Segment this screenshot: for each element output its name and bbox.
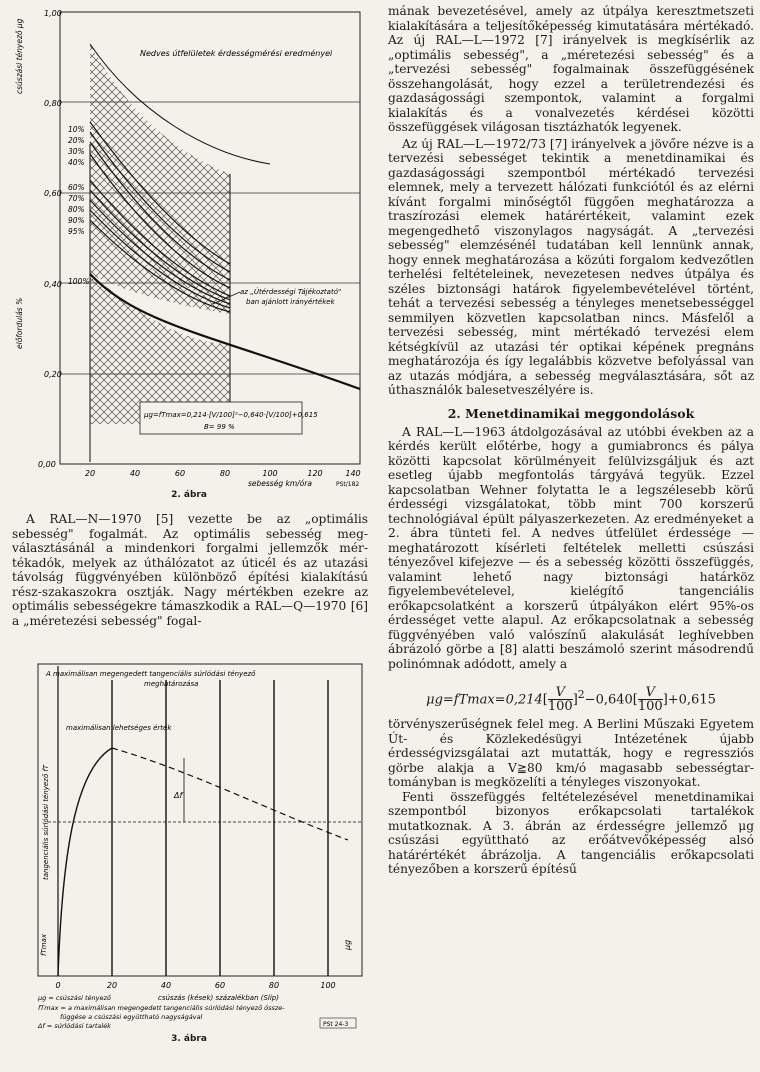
- svg-text:70%: 70%: [68, 194, 85, 203]
- svg-text:μg = csúszási tényező: μg = csúszási tényező: [38, 994, 111, 1002]
- fig3-title-2: meghatározása: [144, 680, 199, 688]
- friction-curve: [58, 748, 112, 976]
- inset-title: Nedves útfelületek érdességmérési eredményei: [140, 49, 333, 58]
- figure-2: [8, 4, 370, 488]
- svg-text:95%: 95%: [68, 227, 85, 236]
- figure-3-plot: [8, 660, 370, 1030]
- x-tick-label: 60: [174, 469, 186, 478]
- annotation-line1: az „Útérdességi Tájékoztató" ban ajánlott irányértékek: [240, 288, 342, 306]
- svg-text:60%: 60%: [68, 183, 85, 192]
- y-ticks: [38, 9, 62, 469]
- svg-text:Δf = súrlódási tartalék: Δf = súrlódási tartalék: [38, 1022, 111, 1030]
- y-tick-label: 0,20: [44, 370, 62, 379]
- svg-text:100%: 100%: [68, 277, 90, 286]
- figure-3-caption: 3. ábra: [171, 1034, 207, 1044]
- percent-labels: [68, 125, 89, 286]
- svg-text:90%: 90%: [68, 216, 85, 225]
- svg-text:10%: 10%: [68, 125, 85, 134]
- plot-frame: [38, 664, 362, 976]
- y-axis-label-bottom: előfordulás %: [15, 297, 24, 349]
- left-paragraph: A RAL—N—1970 [5] vezette be az „optimális sebesség" fogalmát. Az optimális sebesség megválasztásánál a mindenkori forgalmi jellemzők mértékadók, melyek az úthálózatot az úticél és az utazási távolság függvényében különböző építési kialakítású rész-szakaszokra osztják. Nagy mértékben ezekre az optimális sebességekre támaszkodik a RAL—Q—1970 [6] a „méretezési sebesség" fogal-: [12, 512, 368, 628]
- x-tick-label: 20: [84, 469, 96, 478]
- figure-stamp: PSt/182: [336, 481, 360, 488]
- figure-2-caption: 2. ábra: [171, 490, 207, 500]
- delta-label: Δf: [174, 791, 183, 800]
- left-column: [8, 0, 370, 1072]
- x-tick-label: 120: [307, 469, 323, 478]
- x-axis-label: sebesség km/óra: [248, 479, 312, 488]
- svg-text:40: 40: [160, 981, 172, 990]
- svg-text:fTmax = a maximálisan megenged: fTmax = a maximálisan megengedett tangenciális súrlódási tényező össze-: [38, 1004, 285, 1012]
- right-paragraph-2: Az új RAL—L—1972/73 [7] irányelvek a jövőre nézve is a tervezési sebességet tekintik a menetdinamikai és gazdaságossági szempontból mértékadó tervezési elemnek, mely a tervezett hálózati funkciótól és az elérni kívánt forgalmi minőségtől függően meghatározza a traszírozási elemek határértékeit, valamint ezek megengedhető viszonylagos nagyságát. A „tervezési sebesség" elemzésénél tudatában kell lennünk annak, hogy ennek meghatározása a közúti forgalom kedvezőtlen terhelési feltételeinek, nevezetesen nedves útpálya és széles biztonsági határok figyelembevételével történt, tehát a tervezési sebesség a tényleges menetsebességgel semmilyen közvetlen kapcsolatban nincs. Másfelől a tervezési sebesség, mint mértékadó tervezési elem kétségkívül az utazási tér optikai képének pregnáns meghatározója és így legalábbis közvetve befolyással van az utazás módjára, a sebesség megválasztására, sőt az úthasználók balesetveszélyére is.: [388, 136, 754, 397]
- svg-text:80: 80: [268, 981, 280, 990]
- figure-3: [8, 660, 370, 1030]
- svg-text:100: 100: [320, 981, 336, 990]
- mu-g-label: μg: [343, 939, 352, 950]
- svg-text:függése a csúszási együttható: függése a csúszási együttható nagyságával: [60, 1013, 203, 1021]
- x-tick-label: 80: [219, 469, 231, 478]
- right-paragraph-4: törvényszerűségnek felel meg. A Berlini Műszaki Egyetem Út- és Közlekedésügyi Intézetének újabb érdességvizsgálatai azt mutatták, hogy e regressziós görbe alakja a V≧80 km/ó magasabb sebességtartományban is megközelíti a tényleges viszonyokat.: [388, 717, 754, 789]
- fig3-y-axis-label: tangenciális súrlódási tényező fT: [42, 764, 50, 880]
- y-tick-label: 0,40: [44, 280, 62, 289]
- formula-box-b: B= 99 %: [204, 423, 235, 431]
- y-tick-label: 0,80: [44, 99, 62, 108]
- section-heading: 2. Menetdinamikai meggondolások: [447, 405, 695, 421]
- fig3-title-1: A maximálisan megengedett tangenciális súrlódási tényező: [46, 670, 256, 678]
- svg-text:60: 60: [214, 981, 226, 990]
- right-paragraph-1: mának bevezetésével, amely az útpálya keresztmetszeti kialakítására a teljesítőképesség kimutatására mértékadó. Az új RAL—L—1972 [7] irányelvek is megkísérlik az „optimális sebesség", a „méretezési sebesség" és a „tervezési sebesség" fogalmainak összefüggésének összehangolását, hogy ezzel a területrendezési és gazdaságossági szempontok, valamint a forgalmi kialakítás és a vonalvezetés kérdései közötti összefüggések világosan tisztázhatók legyenek.: [388, 4, 754, 134]
- svg-text:20%: 20%: [68, 136, 85, 145]
- right-paragraph-3: A RAL—L—1963 átdolgozásával az utóbbi években az a kérdés került előtérbe, hogy a gumiabroncs és pálya közötti kapcsolat körülményeit felülvizsgáljuk és azt esetleg újabb megfontolás tárgyává tegyük. Ezzel kapcsolatban Wehner folytatta le a legszélesebb körű érdességi vizsgálatokat, több mint 700 korszerű technológiával épült pályaszerkezeten. Az eredményeket a 2. ábra tünteti fel. A nedves útfelület érdessége — meghatározott kísérleti feltételek melletti csúszási tényezővel kifejezve — és a sebesség közötti összefüggés, valamint lehető nagy biztonsági határköz figyelembevételevel, kielégítő tangenciális erőkapcsolatként a korszerű útpályákon elért 95%-os érdességet vette alapul. Az erőkapcsolatnak a sebesség függvényében való valószínű alakulását leghívebben ábrázoló görbe a [8] alatti beszámoló szerint másodrendű polinómnak adódott, amely a: [388, 424, 754, 671]
- x-ticks: [85, 469, 361, 478]
- x-tick-label: 140: [345, 469, 361, 478]
- max-label: maximálisan lehetséges érték: [66, 724, 172, 732]
- fig3-x-ticks: [55, 981, 335, 990]
- x-tick-label: 40: [129, 469, 141, 478]
- right-paragraph-5: Fenti összefüggés feltételezésével menetdinamikai szempontból bizonyos erőkapcsolati tartalékok mutatkoznak. A 3. ábrán az érdességre jellemző μg csúszási együttható az erőátvevőképesség alsó határértékét ábrázolja. A tangenciális erőkapcsolati tényezőben a korszerű építésű: [388, 789, 754, 876]
- svg-text:40%: 40%: [68, 158, 85, 167]
- right-column: [388, 4, 754, 877]
- fig3-x-axis-label: csúszás (kések) százalékban (Slip): [158, 994, 279, 1002]
- y-tick-label: 0,00: [38, 460, 56, 469]
- figure-2-plot: [8, 4, 370, 488]
- y-axis-label-top: csúszási tényező μg: [15, 18, 24, 94]
- fig3-stamp: PSt 24-3: [323, 1021, 349, 1028]
- svg-text:0: 0: [55, 981, 61, 990]
- formula-box-text: μg=fTmax=0,214·[V/100]²−0,640·[V/100]+0,615: [144, 411, 318, 419]
- svg-text:30%: 30%: [68, 147, 85, 156]
- regression-formula: μg=fTmax=0,214[ $\frac{V}{100}$ ]$^2$−0,640[ $\frac{V}{100}$ ]+0,615: [426, 685, 716, 715]
- svg-text:20: 20: [106, 981, 118, 990]
- x-tick-label: 100: [262, 469, 278, 478]
- friction-curve-dashed: [112, 748, 348, 840]
- y-tick-label: 1,00: [44, 9, 62, 18]
- y-tick-label: 0,60: [44, 189, 62, 198]
- f-tmax-label: fTmax: [40, 934, 48, 956]
- svg-text:80%: 80%: [68, 205, 85, 214]
